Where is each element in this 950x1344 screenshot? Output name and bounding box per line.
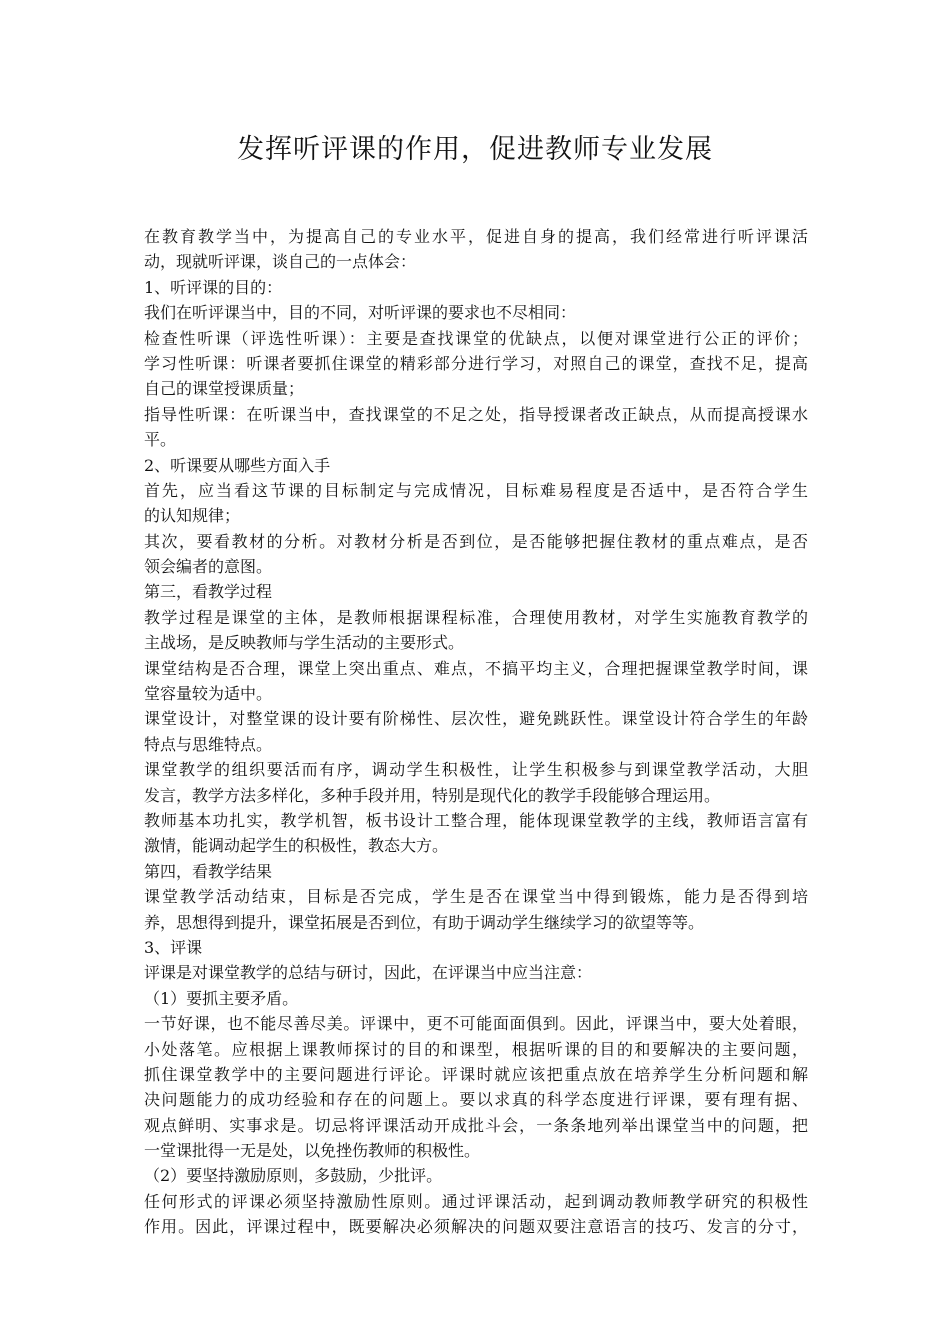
text-line: （2）要坚持激励原则，多鼓励，少批评。: [144, 1166, 443, 1186]
text-line: 首先，应当看这节课的目标制定与完成情况，目标难易程度是否适中，是否符合学生: [144, 480, 808, 500]
text-line: 激情，能调动起学生的积极性，教态大方。: [144, 836, 449, 856]
document-body: [144, 224, 808, 1240]
text-line: 3、评课: [144, 937, 203, 957]
text-line: 课堂教学的组织要活而有序，调动学生积极性，让学生积极参与到课堂教学活动，大胆: [144, 760, 808, 780]
text-line: 在教育教学当中，为提高自己的专业水平，促进自身的提高，我们经常进行听评课活: [144, 227, 808, 246]
text-line: 课堂设计，对整堂课的设计要有阶梯性、层次性，避免跳跃性。课堂设计符合学生的年龄: [144, 709, 808, 729]
text-line: 教师基本功扎实，教学机智，板书设计工整合理，能体现课堂教学的主线，教师语言富有: [144, 810, 808, 830]
text-line: 发言，教学方法多样化，多种手段并用，特别是现代化的教学手段能够合理运用。: [144, 785, 721, 805]
text-line: 2、听课要从哪些方面入手: [144, 455, 331, 475]
text-line: 的认知规律；: [144, 506, 241, 526]
text-line: 一堂课批得一无是处，以免挫伤教师的积极性。: [144, 1141, 481, 1161]
text-line: 教学过程是课堂的主体，是教师根据课程标准，合理使用教材，对学生实施教育教学的: [144, 607, 808, 627]
text-line: 指导性听课：在听课当中，查找课堂的不足之处，指导授课者改正缺点，从而提高授课水: [144, 404, 808, 424]
text-line: 任何形式的评课必须坚持激励性原则。通过评课活动，起到调动教师教学研究的积极性: [144, 1191, 808, 1211]
text-line: 第四，看教学结果: [144, 861, 273, 881]
text-line: 养，思想得到提升，课堂拓展是否到位，有助于调动学生继续学习的欲望等等。: [144, 912, 705, 932]
text-line: 特点与思维特点。: [144, 734, 273, 754]
text-line: 领会编者的意图。: [144, 557, 273, 577]
text-line: 评课是对课堂教学的总结与研讨，因此，在评课当中应当注意：: [144, 963, 593, 983]
text-line: 检查性听课（评选性听课）：主要是查找课堂的优缺点，以便对课堂进行公正的评价；: [144, 328, 808, 348]
text-line: 抓住课堂教学中的主要问题进行评论。评课时就应该把重点放在培养学生分析问题和解: [144, 1064, 808, 1084]
text-line: 第三，看教学过程: [144, 582, 273, 602]
text-line: 其次，要看教材的分析。对教材分析是否到位，是否能够把握住教材的重点难点，是否: [144, 531, 808, 551]
text-line: 我们在听评课当中，目的不同，对听评课的要求也不尽相同：: [144, 303, 577, 323]
text-line: 平。: [144, 430, 177, 450]
text-line: （1）要抓主要矛盾。: [144, 988, 299, 1008]
text-line: 主战场，是反映教师与学生活动的主要形式。: [144, 633, 465, 653]
text-line: 自己的课堂授课质量；: [144, 379, 305, 399]
text-line: 观点鲜明、实事求是。切忌将评课活动开成批斗会，一条条地列举出课堂当中的问题，把: [144, 1115, 808, 1135]
text-line: 决问题能力的成功经验和存在的问题上。要以求真的科学态度进行评课，要有理有据、: [144, 1090, 808, 1110]
text-line: 课堂结构是否合理，课堂上突出重点、难点，不搞平均主义，合理把握课堂教学时间，课: [144, 658, 808, 678]
text-line: 堂容量较为适中。: [144, 684, 273, 704]
text-line: 课堂教学活动结束，目标是否完成，学生是否在课堂当中得到锻炼，能力是否得到培: [144, 887, 808, 907]
text-line: 小处落笔。应根据上课教师探讨的目的和课型，根据听课的目的和要解决的主要问题，: [144, 1039, 808, 1059]
document-title: 发挥听评课的作用，促进教师专业发展: [237, 134, 713, 165]
text-line: 1、听评课的目的：: [144, 277, 283, 297]
text-line: 一节好课，也不能尽善尽美。评课中，更不可能面面俱到。因此，评课当中，要大处着眼，: [144, 1014, 808, 1034]
text-line: 动，现就听评课，谈自己的一点体会：: [144, 252, 417, 272]
text-line: 学习性听课：听课者要抓住课堂的精彩部分进行学习，对照自己的课堂，查找不足，提高: [144, 353, 808, 373]
text-line: 作用。因此，评课过程中，既要解决必须解决的问题双要注意语言的技巧、发言的分寸，: [144, 1217, 808, 1237]
